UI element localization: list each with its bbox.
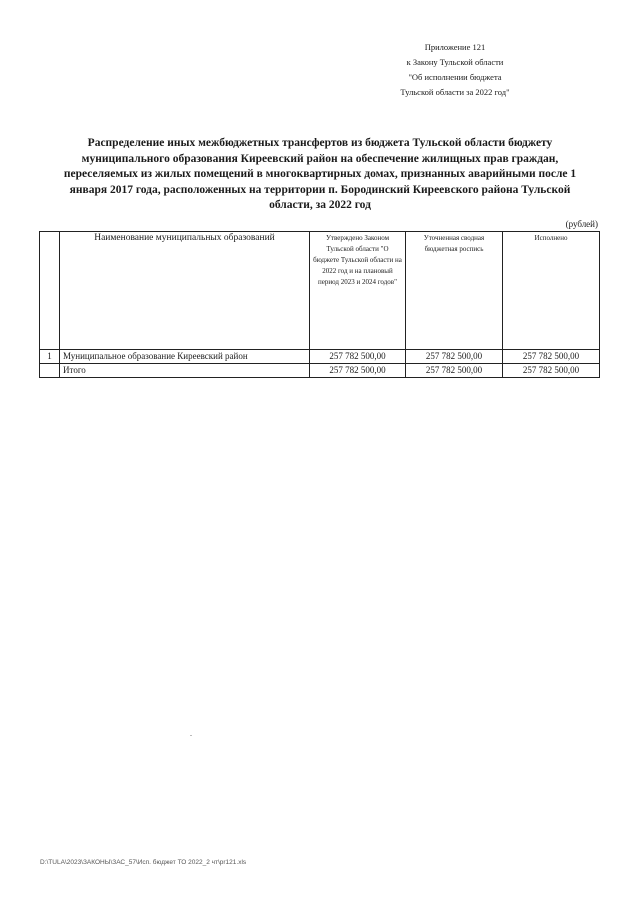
total-name: Итого [60,364,310,378]
total-approved: 257 782 500,00 [310,364,406,378]
total-revised: 257 782 500,00 [406,364,503,378]
row-name: Муниципальное образование Киреевский район [60,350,310,364]
units-label: (рублей) [565,219,598,229]
table-header-row [40,232,600,350]
table-row [40,350,600,364]
appendix-line-2: к Закону Тульской области [406,57,504,67]
appendix-line-3: "Об исполнении бюджета [408,72,502,82]
total-row [40,364,600,378]
distribution-table [39,231,600,378]
header-revised: Уточненная сводная бюджетная роспись [406,232,503,350]
row-revised: 257 782 500,00 [406,350,503,364]
total-number [40,364,60,378]
header-approved: Утверждено Законом Тульской области "О бюджете Тульской области на 2022 год и на плановый период 2023 и 2024 годов" [310,232,406,350]
header-num-cell [40,232,60,350]
row-number: 1 [40,350,60,364]
scan-speck [190,735,192,736]
appendix-line-1: Приложение 121 [424,42,486,52]
row-executed: 257 782 500,00 [503,350,600,364]
appendix-note [370,40,540,100]
total-executed: 257 782 500,00 [503,364,600,378]
appendix-line-4: Тульской области за 2022 год" [400,87,510,97]
header-name: Наименование муниципальных образований [60,232,310,350]
header-executed: Исполнено [503,232,600,350]
file-path-footer: D:\TULA\2023\ЗАКОНЫ\ЗАС_57\Исп. бюджет ТО 2022_2 чт\pr121.xls [40,859,247,866]
document-title: Распределение иных межбюджетных трансфертов из бюджета Тульской области бюджету муниципального образования Киреевский район на обеспечение жилищных прав граждан, переселяемых из жилых помещений в многоквартирных домах, признанных аварийными после 1 января 2017 года, расположенных на территории п. Бородинский Киреевского района Тульской области, за 2022 год [63,137,577,211]
row-approved: 257 782 500,00 [310,350,406,364]
